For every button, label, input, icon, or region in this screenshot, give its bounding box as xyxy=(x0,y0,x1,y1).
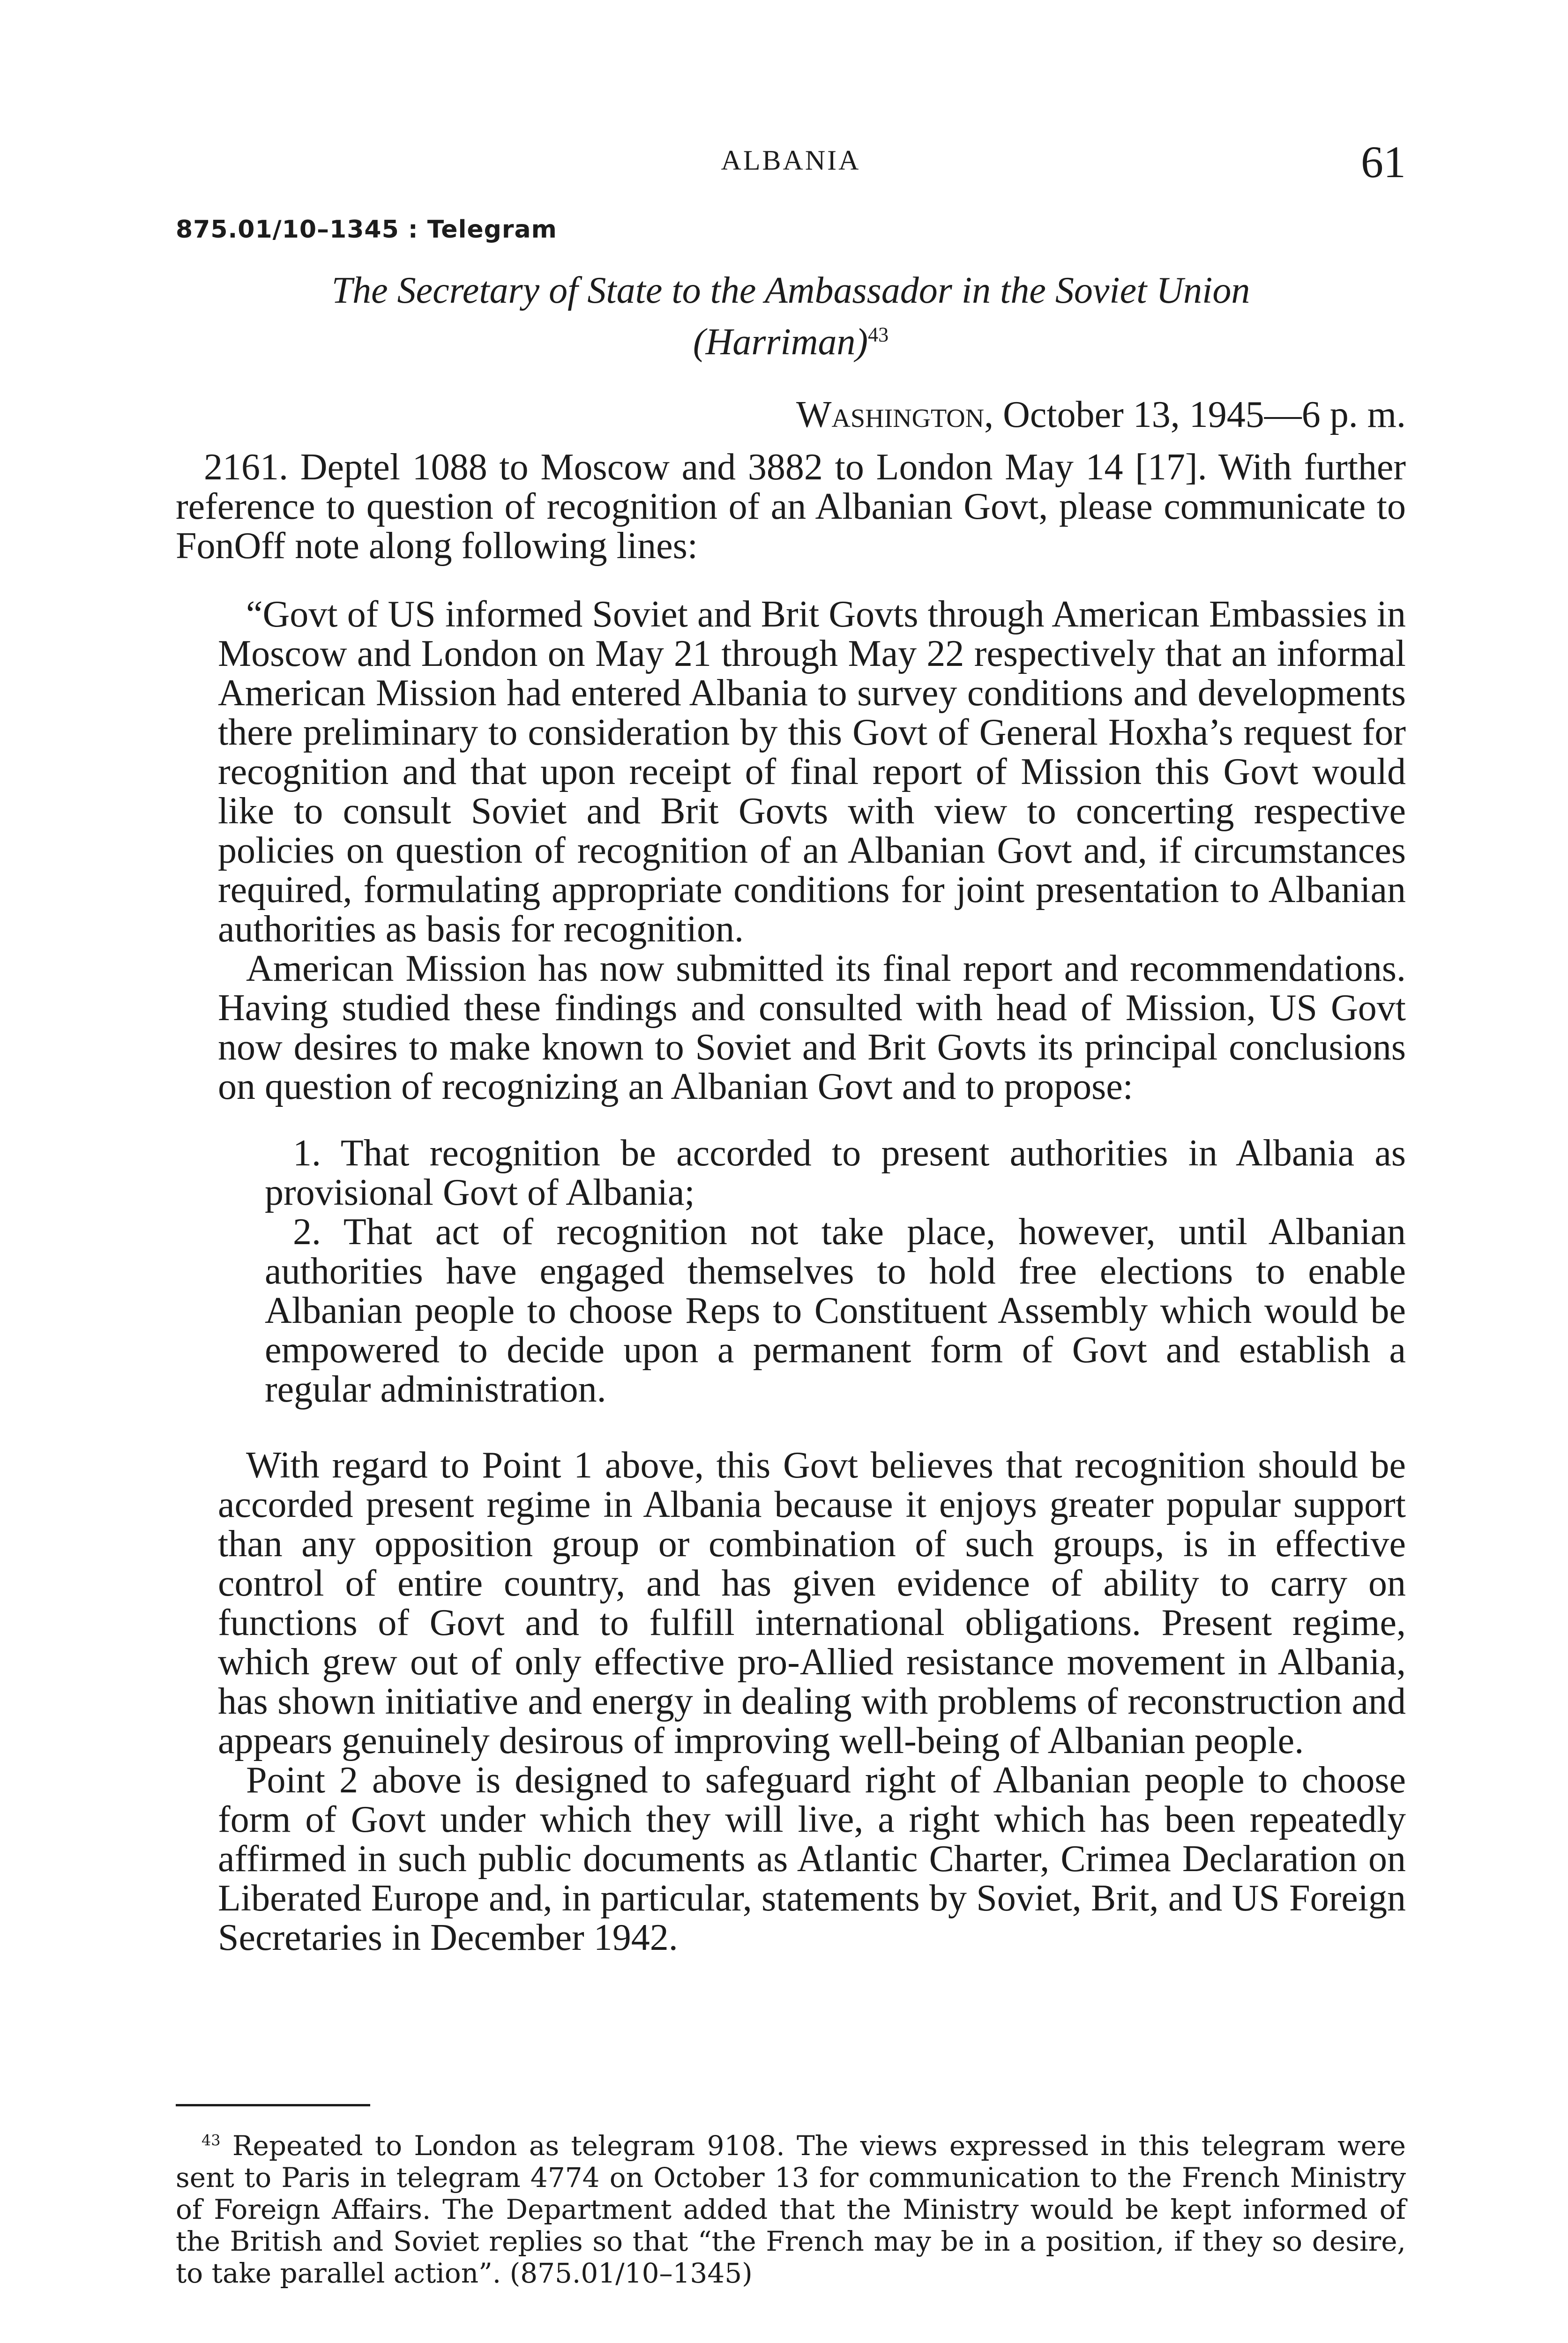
note-paragraph-3: With regard to Point 1 above, this Govt believes that recognition should be accorded present regime in Albania because it enjoys greater popular support than any opposition group or combination of such groups, is in effective control of entire country, and has given evidence of ability to carry on functions of Govt and to fulfill international obligations. Present regime, which grew out of only effective pro-Allied resistance movement in Albania, has shown initiative and energy in dealing with problems of reconstruction and appears genuinely desirous of improving well-being of Albanian people. xyxy=(218,1445,1406,1761)
footnote-divider xyxy=(176,2104,370,2106)
title-line-1: The Secretary of State to the Ambassador in the Soviet Union xyxy=(331,270,1250,311)
page-header xyxy=(176,136,1406,192)
title-recipient: (Harriman) xyxy=(693,321,868,363)
title-line-2 xyxy=(176,316,1406,368)
dateline xyxy=(796,394,1406,436)
opening-paragraph: 2161. Deptel 1088 to Moscow and 3882 to London May 14 [17]. With further reference to question of recognition of an Albanian Govt, please communicate to FonOff note along following lines: xyxy=(176,447,1406,567)
dateline-place: Washington xyxy=(796,394,985,435)
footnote-text: Repeated to London as telegram 9108. The views expressed in this telegram were sent to Paris in telegram 4774 on October 13 for communication to the French Ministry of Foreign Affairs. The Department added that the Ministry would be kept informed of the British and Soviet replies so that “the French may be in a position, if they so desire, to take parallel action”. (875.01/10–1345) xyxy=(176,2130,1406,2289)
running-head: ALBANIA xyxy=(721,145,861,176)
page-number: 61 xyxy=(1361,137,1406,187)
dateline-date: , October 13, 1945—6 p. m. xyxy=(984,394,1406,435)
note-paragraph-4: Point 2 above is designed to safeguard right of Albanian people to choose form of Govt under which they will live, a right which has been repeatedly affirmed in such public documents as Atlantic Charter, Crimea Declaration on Liberated Europe and, in particular, statements by Soviet, Brit, and US Foreign Secretaries in December 1942. xyxy=(218,1760,1406,1958)
footnote-43 xyxy=(176,2130,1406,2289)
proposal-points xyxy=(265,1134,1406,1409)
note-paragraph-1: “Govt of US informed Soviet and Brit Govts through American Embassies in Moscow and London on May 21 through May 22 respectively that an informal American Mission had entered Albania to survey conditions and developments there preliminary to consideration by this Govt of General Hoxha’s request for recognition and that upon receipt of final report of Mission this Govt would like to consult Soviet and Brit Govts with view to concerting respective policies on question of recognition of an Albanian Govt and, if circumstances required, formulating appropriate conditions for joint presentation to Albanian authorities as basis for recognition. xyxy=(218,594,1406,950)
file-reference: 875.01/10–1345 : Telegram xyxy=(176,216,557,244)
footnote-marker: 43 xyxy=(202,2131,221,2149)
document-title xyxy=(176,265,1406,368)
proposal-point-2: 2. That act of recognition not take place, however, until Albanian authorities have engaged themselves to hold free elections to enable Albanian people to choose Reps to Constituent Assembly which would be empowered to decide upon a permanent form of Govt and establish a regular administration. xyxy=(265,1211,1406,1410)
note-paragraph-2: American Mission has now submitted its final report and recommendations. Having studied these findings and consulted with head of Mission, US Govt now desires to make known to Soviet and Brit Govts its principal conclusions on question of recognizing an Albanian Govt and to propose: xyxy=(218,948,1406,1107)
proposal-point-1: 1. That recognition be accorded to present authorities in Albania as provisional Govt of Albania; xyxy=(265,1133,1406,1213)
telegram-body xyxy=(176,448,1406,1957)
title-footnote-marker: 43 xyxy=(868,323,889,346)
